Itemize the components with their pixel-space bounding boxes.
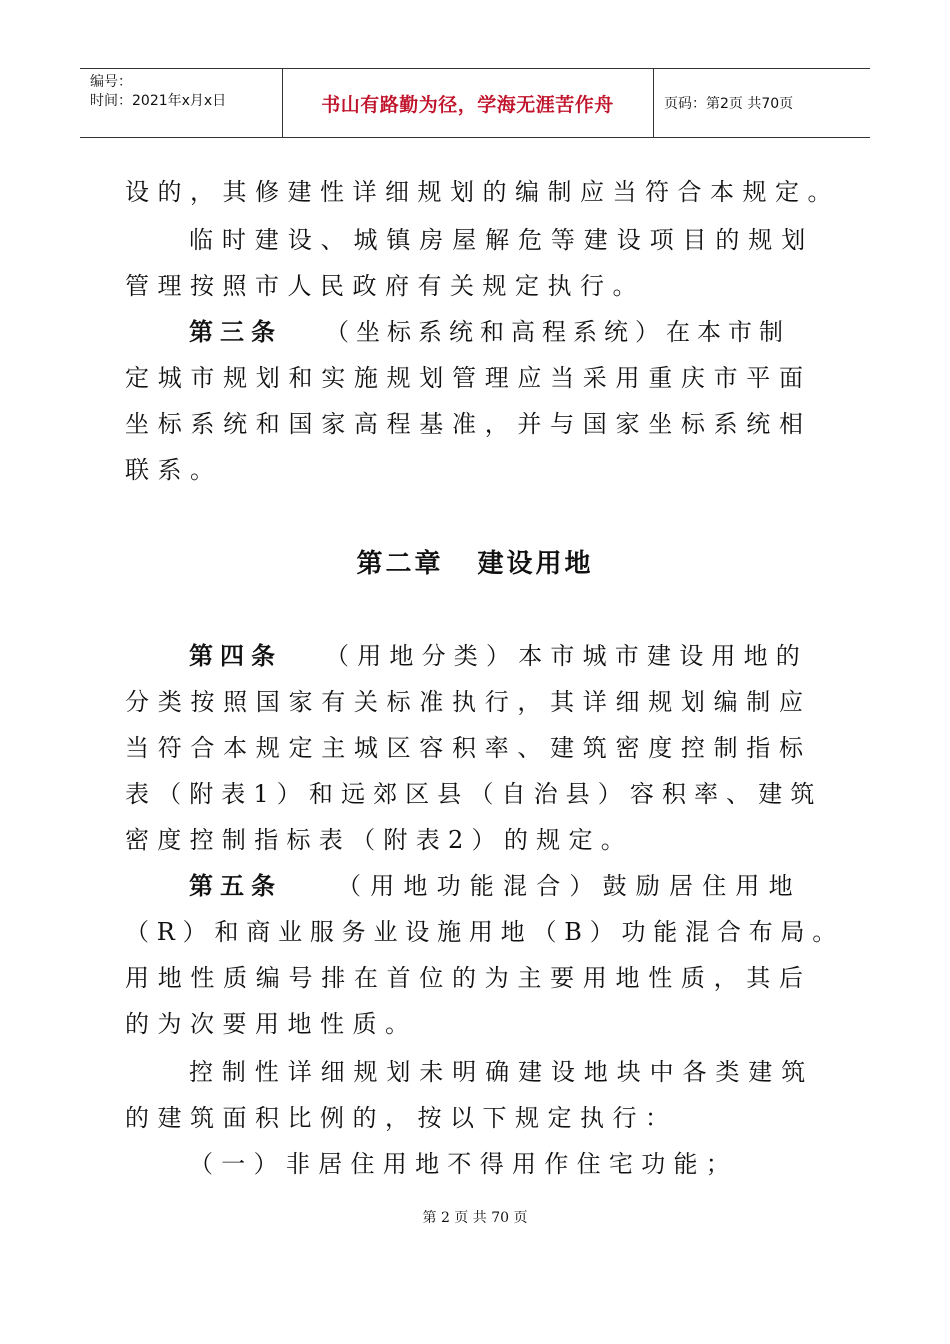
body-line-text: （R）和商业服务业设施用地（B）功能混合布局。 [125, 918, 845, 946]
body-line-text: 用地性质编号排在首位的为主要用地性质，其后 [125, 964, 812, 992]
body-line [0, 1098, 950, 1138]
body-line-text: （用地功能混合）鼓励居住用地 [337, 872, 802, 900]
body-line [0, 1004, 950, 1044]
body-line-text: 坐标系统和国家高程基准，并与国家坐标系统相 [125, 410, 812, 438]
body-line-text: （坐标系统和高程系统）在本市制 [325, 318, 790, 346]
body-line [0, 682, 950, 722]
chapter-heading [0, 543, 950, 580]
body-line-text: 临时建设、城镇房屋解危等建设项目的规划 [189, 226, 815, 254]
body-line-text: 的为次要用地性质。 [125, 1010, 418, 1038]
body-line-text: 管理按照市人民政府有关规定执行。 [125, 272, 645, 300]
header-page-info: 页码：第2页 共70页 [664, 96, 794, 112]
body-line [0, 728, 950, 768]
body-line [0, 220, 950, 260]
body-line-text: （一）非居住用地不得用作住宅功能； [189, 1150, 739, 1178]
body-line-text: 控制性详细规划未明确建设地块中各类建筑 [189, 1058, 815, 1086]
article-4-line [0, 636, 950, 676]
body-line [0, 1052, 950, 1092]
body-line-text: （用地分类）本市城市建设用地的 [325, 642, 808, 670]
body-line-text: 的建筑面积比例的，按以下规定执行： [125, 1104, 678, 1132]
chapter-title: 建设用地 [477, 549, 594, 579]
body-line [0, 912, 950, 952]
header-divider [653, 69, 654, 137]
body-line-text: 联系。 [125, 456, 223, 484]
body-line [0, 404, 950, 444]
chapter-number: 第二章 [356, 549, 444, 579]
article-5-line [0, 866, 950, 906]
document-header [80, 68, 870, 138]
body-line-text: 当符合本规定主城区容积率、建筑密度控制指标 [125, 734, 812, 762]
body-line-text: 密度控制指标表（附表2）的规定。 [125, 826, 634, 854]
header-motto: 书山有路勤为径，学海无涯苦作舟 [321, 93, 614, 116]
body-line [0, 1144, 950, 1184]
body-line [0, 358, 950, 398]
body-line-text: 表（附表1）和远郊区县（自治县）容积率、建筑 [125, 780, 823, 808]
header-meta [90, 73, 226, 111]
header-time-label: 时间：2021年x月x日 [90, 93, 227, 109]
body-line [0, 774, 950, 814]
body-line [0, 172, 950, 212]
body-line [0, 266, 950, 306]
article-3-line [0, 312, 950, 352]
body-line [0, 820, 950, 860]
body-line-text: 分类按照国家有关标准执行，其详细规划编制应 [125, 688, 812, 716]
page-footer: 第 2 页 共 70 页 [422, 1210, 528, 1226]
article-5-heading: 第五条 [189, 872, 282, 900]
body-line-text: 设的，其修建性详细规划的编制应当符合本规定。 [125, 178, 840, 206]
header-number-label: 编号： [90, 74, 132, 90]
article-4-heading: 第四条 [189, 642, 282, 670]
body-line [0, 958, 950, 998]
article-3-heading: 第三条 [189, 318, 282, 346]
body-line-text: 定城市规划和实施规划管理应当采用重庆市平面 [125, 364, 812, 392]
body-line [0, 450, 950, 490]
